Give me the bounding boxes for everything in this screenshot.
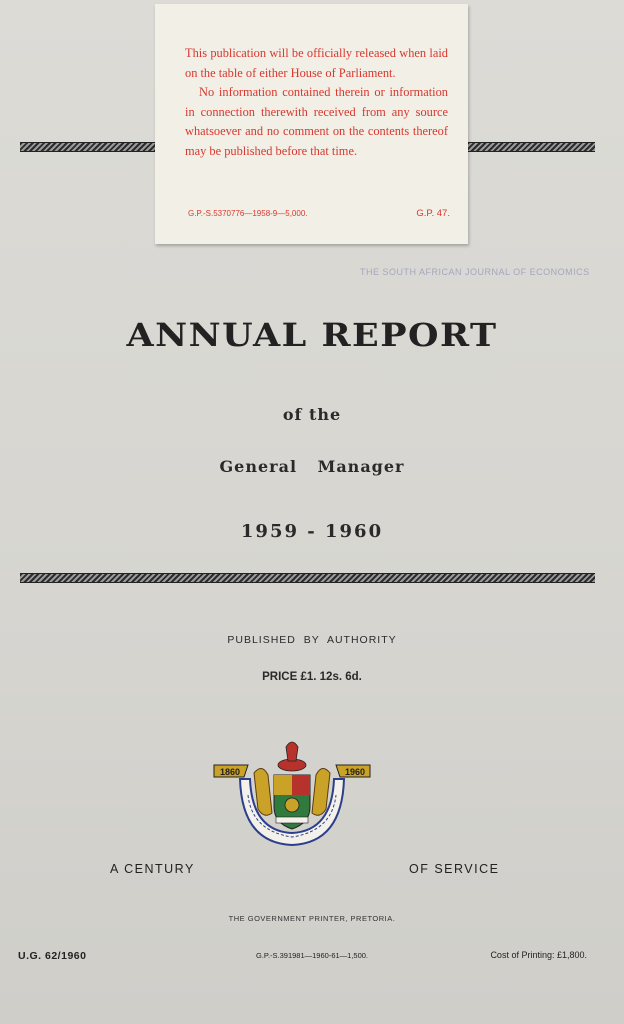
ornamental-rule-middle bbox=[20, 573, 595, 583]
print-code: G.P.-S.391981—1960-61—1,500. bbox=[255, 951, 369, 960]
notice-footer bbox=[188, 204, 450, 224]
library-stamp: THE SOUTH AFRICAN JOURNAL OF ECONOMICS bbox=[360, 267, 590, 277]
page-title: ANNUAL REPORT bbox=[126, 316, 498, 355]
notice-form-number: G.P. 47. bbox=[416, 208, 450, 219]
cost-of-printing: Cost of Printing: £1,800. bbox=[490, 950, 587, 960]
price-label: PRICE £1. 12s. 6d. bbox=[262, 671, 362, 683]
slogan-left: A CENTURY bbox=[110, 862, 195, 876]
ug-number: U.G. 62/1960 bbox=[18, 950, 87, 962]
crest-year-left: 1860 bbox=[219, 767, 241, 777]
printer-imprint: THE GOVERNMENT PRINTER, PRETORIA. bbox=[228, 914, 396, 923]
report-subject: General Manager bbox=[219, 457, 405, 476]
embargo-notice-slip bbox=[155, 4, 468, 244]
title-connector: of the bbox=[282, 405, 342, 424]
published-by-authority: PUBLISHED BY AUTHORITY bbox=[227, 634, 397, 646]
notice-paragraph-2: No information contained therein or information in connection therewith received from any source whatsoever and no comment on the contents thereof may be published before that time. bbox=[185, 85, 448, 158]
slogan-right: OF SERVICE bbox=[409, 862, 500, 876]
report-years: 1959 - 1960 bbox=[240, 521, 384, 542]
notice-code: G.P.-S.5370776—1958-9—5,000. bbox=[188, 209, 308, 218]
notice-paragraph-1: This publication will be officially released when laid on the table of either House of Parliament. bbox=[185, 46, 448, 80]
railways-centenary-crest-icon bbox=[212, 735, 372, 850]
crest-year-right: 1960 bbox=[344, 767, 366, 777]
